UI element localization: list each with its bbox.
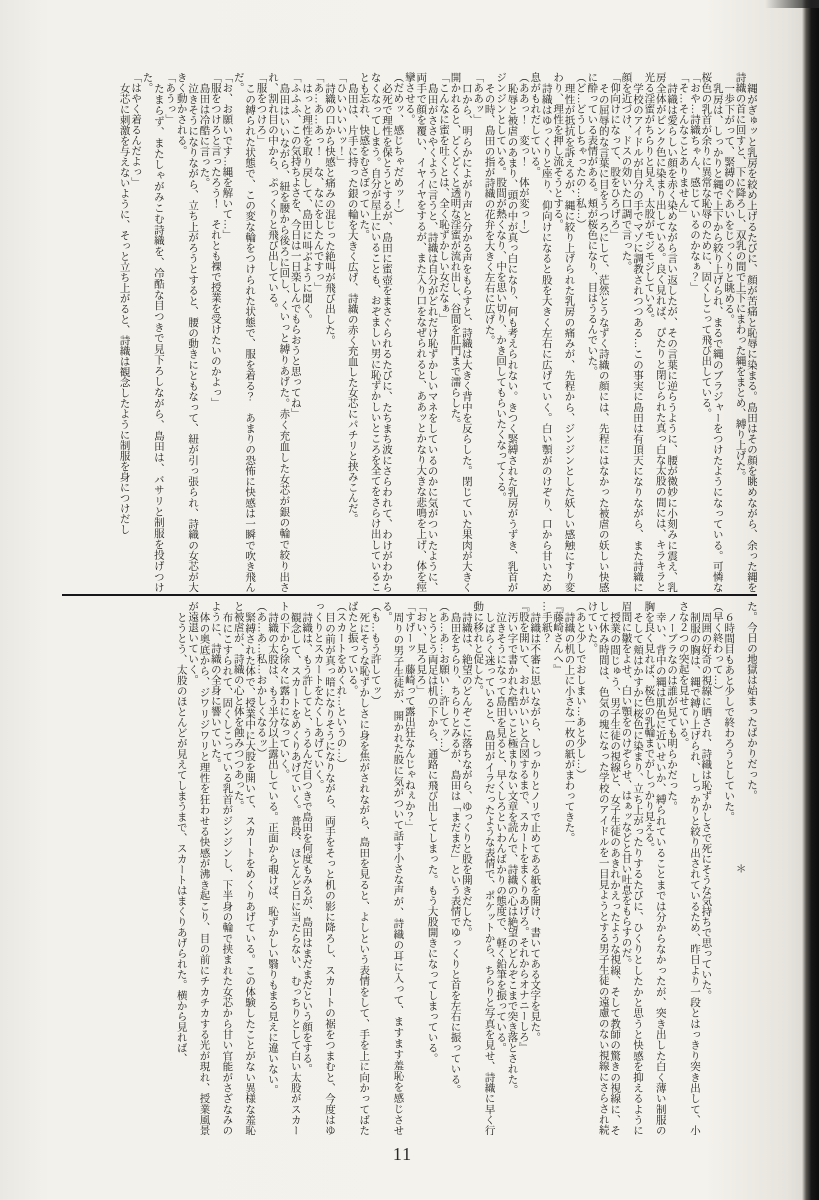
paragraph: 一歩下がって、緊縛のぐあいをじっくりと眺める。 — [723, 82, 735, 324]
paragraph: 観念して、スカートをめくりあげていく。普段、ほとんど日に当たらない、むっちりとして白い太股がスカートの下から徐々に露わになっていく。 — [278, 601, 301, 1135]
paragraph: 詩織は不審に思いながら、しっかりとノリで止めてある紙を開け、書いてある文字を見た。 — [529, 611, 541, 1042]
scan-edge-shadow — [802, 0, 819, 1200]
paragraph: 島田をちらり、ちらりとみるが、島田は「まだまだ」という表情でゆっくりと首を左右に振っている。 — [449, 611, 461, 1095]
paragraph: 体の奥底から、ジワリジワリと理性を狂わせる快感が沸き起こり、目の前にチカチカする光が現れ、授業風景が遠退いていく。 — [187, 601, 210, 1135]
paragraph: 「あうっ」 — [164, 72, 176, 125]
paragraph: 「ふふふ、この気持ちよさを、今日は一日楽しんでもらおうと思ってね」 — [289, 72, 301, 419]
paragraph: 島田がささやくように言うと、詩織は自分がどれだけ恥ずかしいマネをしているのかに気がついたように、両手で顔を覆い、イヤイヤをするが、また入り口をなぜられると、ああッとかなり大きな悲鳴を上げ、体を痙攣させる。 — [403, 72, 438, 592]
paragraph: 「ああッ」 — [472, 72, 484, 125]
paragraph: はっと理性を取り戻して、島田に叫ぶように聞く。 — [301, 82, 313, 324]
paragraph: 島田はいいながら、紐を腰から後ろに回し、くいっと縛りあげた。赤く充血した女芯が銀の輪で絞り出され、割れ目の中から、ぷっくりと飛び出している。 — [266, 72, 290, 592]
paragraph: 島田は、片手に持った銀の輪を大きく広げ、詩織の赤く充血した女芯にパチリと挟みこんだ。 — [346, 82, 358, 524]
novel-text-bottom — [62, 601, 757, 1135]
paragraph: 「仰向けになって、股をひろげろ」 — [609, 72, 621, 240]
paragraph: 授業の間じゅう、男子生徒の視線と、女子生徒のあきれかえったような視線、そして教師の驚きの視線に、そして休み時間は、色気の塊になった学校のアイドルを一目見ようとする男子生徒の遠慮のない視線にさらされ続けていた。 — [586, 601, 621, 1135]
paragraph: 「お、お願いです…縄を解いて…」 — [221, 72, 233, 240]
paragraph: 周りの男子生徒が、開かれた股に気がついて話す小さな声が、詩織の耳に入って、ますます羞恥を感じさせる。 — [381, 601, 404, 1135]
paragraph: 汚い字で書かれた酷いこと極まりない文章を読んで、詩織の心は絶望のどんぞこまで突き落とされた。 — [506, 611, 518, 1095]
paragraph: 島田は冷酷に言った。 — [198, 82, 210, 188]
paragraph: 女芯に刺激を与えないように、そっと立ち上がると、詩織は観念したように制服を身につけだし — [118, 82, 130, 534]
paragraph: 「そ…そんなことありません」 — [677, 72, 689, 219]
paragraph: （だめッ、感じちゃだめッ！） — [392, 72, 404, 219]
paragraph: しばらく迷っていると、島田がイラだったような表情で、ポケットから、ちらりと写真を見せ、詩織に早く行動に移れと促した。 — [472, 601, 495, 1135]
section-divider — [62, 594, 757, 596]
paragraph: 口から、明らかによがり声と分かる声をもらすと、詩織は大きく背中を反らした。閉じていた果肉が大きく開かれると、どくどくと透明な淫蜜が流れ出し、谷間を肛門まで濡らした。 — [449, 72, 472, 592]
paragraph: 必死で理性を保とうとするが、島田に蜜壺をまさぐられるたびに、たちまち波にさらわれて、わけがわからなくなってしまう。自分が屋上にいることも、おぞましい男に恥ずかしいところを全てをさらけ出していることも忘れ、快感をむさぼっていた。 — [358, 72, 392, 592]
paragraph: （も…もう許してッ） — [369, 601, 381, 706]
paragraph: 「あ…あ…あっ！ な、なにをしたんですっ」 — [312, 72, 324, 293]
paragraph: 詩織は、絶望のどんぞこに落ちながら、ゆっくりと股を開きだした。 — [460, 611, 472, 937]
paragraph: （早く終わって…） — [711, 601, 723, 696]
paragraph: ６時間目もあと少しで終わろうとしていた。 — [723, 611, 735, 822]
paragraph: （あと少しでおしまい…あと少し…） — [574, 601, 586, 780]
paragraph: 目の前が真っ暗になりそうになりながら、両手をそっと机の影に降ろし、スカートの裾をつまむと、今度はゆっくりとスカートをたくしあげていく。 — [312, 601, 335, 1135]
paragraph: 「服をつけろ」 — [255, 72, 267, 146]
page-number: 11 — [392, 1144, 413, 1164]
paragraph: この縛られた状態で、この変な輪をつけられた状態で、服を着る？ あまりの恐怖に快感は一瞬で吹き飛んだ。 — [232, 72, 256, 592]
paragraph: 詩織はゆっくりと座り、仰向けになると股を大きく左右に広げていく。白い顎がのけぞり、口から甘いため息がもれだしている。 — [529, 72, 552, 592]
paragraph: 幸い、背中の縄は肌色に近いせいか、縛られていることまでは分からなかったが、突き出した白く薄い制服の胸を良く見れば、桜色の乳輪までがしっかり見える。 — [643, 601, 666, 1135]
paragraph: 詩織の机の上に小さな一枚の紙がまわってきた。 — [563, 611, 575, 843]
paragraph: 「すげーッ 藤崎って露出狂なんじゃねぇか？」 — [403, 601, 415, 832]
paragraph: 乳房は、しっかりと縄で上下から絞り上げられ、まるで縄のブラジャーをつけたようになっている。可憐な桜色の乳首が余りに異常な恥辱のために、固くしこって飛び出している。 — [700, 72, 723, 592]
paragraph: たまらず、またしゃがみこむ詩織を、冷酷な目つきで見下ろしながら、島田は、バサリと制服を投げつけた。 — [141, 72, 164, 592]
paragraph: 「ひいいいいッ！」 — [335, 72, 347, 167]
paragraph: 『股を開いて、おれがいいと合図するまで、スカートをまくりあげろ。それからオナニーしろ』 — [517, 601, 529, 1053]
paragraph: 「はやく着るんだよっ」 — [130, 72, 142, 188]
paragraph: 布にこすられて、固くしこっている乳首がジンジンし、下半身の輪で挟まれた女芯から甘い官能がさざなみのように、詩織の全身に響いていた。 — [209, 601, 233, 1135]
paragraph: 「服をつけろと言ったろう！ それとも裸で授業を受けたいのかよっ」 — [209, 72, 221, 408]
paragraph: ノーブラなのは誰が見ても明らかだった。 — [666, 611, 678, 811]
paragraph: 周囲の好奇の視線に晒され、詩織は恥ずかしさで死にそうな気持ちで思っていた。 — [700, 611, 712, 1000]
paragraph: とうとう両足は机の下から、通路に飛び出してしまった。もう大股開きになってしまっている。 — [426, 611, 438, 1063]
paragraph: （ああっ！ 変っ！ 体が変っ！） — [517, 72, 529, 240]
paragraph: 死にそうな恥ずかしさに身を焦がされながら、島田を見ると、よしという表情をして、手を上に向かってばたばたと振っている。 — [346, 601, 370, 1135]
paragraph: 詩織の太股は、もう半分以上露出している。正面から覗けば、恥ずかしい翳りもまる見えに違いない。 — [266, 611, 278, 1095]
paragraph: その時、島田の指が詩織の花弁を大きく左右に広げた。 — [483, 82, 495, 345]
novel-text-top — [84, 72, 757, 592]
paragraph: 学校のアイドルが自分の手でマゾに調教されつつある…この事実に島田は有頂天になりながら、また詩織に顔を近づけ、ドスの効いた口調で言った。 — [620, 72, 643, 592]
paragraph: 泣きそうになって島田を見ると、早くしろといわんばかりの態度で、軽く鉛筆を振っている。 — [495, 611, 507, 1053]
paragraph: （あ…あ…お願い…許してッ…） — [438, 601, 450, 759]
paragraph: そして頬はかすかに桜色に染まり、立ち上がったりするたびに、ひくりとしたかと思うと快感を抑えるように眉間に皺をよせ、白い顎をのけぞらせ、はぁッなどと甘い吐息をもらすのだ。 — [620, 601, 643, 1135]
paragraph: （あ…あ…私…おかしくなるッ） — [255, 601, 267, 759]
paragraph: （ど…どうしちゃったの…私…） — [574, 72, 586, 230]
paragraph: た。今日の地獄は始まったばかりだった。 — [746, 601, 757, 801]
paragraph: 『藤崎さんへ』 — [552, 601, 564, 675]
paragraph: （スカートをめくれ…というの…） — [335, 601, 347, 769]
paragraph: 緊縛された体で、授業中に大股を開いて、スカートをめくりあげている。この体験したことがない異様な羞恥と被虐が、詩織の心と体を蝕みつつあった。 — [232, 601, 256, 1135]
paragraph: 制服の胸は、縄で縛り上げられ、しっかりと絞り出されているため、昨日より一段とはっきり突き出して、小さな２つの突起を見せている。 — [677, 601, 700, 1135]
scan-edge-shadow-top — [759, 0, 819, 8]
paragraph: 詩織の口から快感と痛みの混じった絶叫が飛び出した。 — [323, 82, 335, 345]
paragraph: 「こんなに蜜を吐くとは、全く恥ずかしい女だなぁ」 — [438, 72, 450, 324]
paragraph: 詩織は、もう許してと、うるんだ目つきで島田を何度もみるが、島田はまだまだという顔をする。 — [301, 611, 313, 1074]
paragraph: 縄がぎゅッと乳房を絞め上げるたびに、顔が苦痛と恥辱に染まる。島田はその顔を眺めながら、余った縄を詩織の首に回すと、下に降ろし、双乳の間で上下にまわった縄をまとめ、縛り上げた。 — [734, 72, 757, 592]
paragraph: 「おや…詩織ちゃん、感じているのかなぁ？」 — [688, 72, 700, 293]
paragraph: 泣きそうになりながら、立ち上がろうとすると、腰の動きにともなって、紐が引っ張られ、詩織の女芯が大きく動かされる。 — [175, 72, 199, 592]
paragraph: その屈辱的な言葉に目をうつろにして、茫然とうなずく詩織の顔には、先程にはなかった被虐の妖しい快感に酔っている表情がある。頬が桜色になり、目はうるんでいた。 — [586, 72, 609, 592]
paragraph: ＊ — [734, 862, 746, 874]
paragraph: 「おい、見ろ見ろ」 — [415, 601, 427, 696]
paragraph: とうとう、太股のほとんどが見えてしまうまで、スカートはまくりあげられた。横から見れば、 — [175, 611, 187, 1063]
paragraph: 詩織は愛らしい顔を赤く染めながら言い返したが、その言葉に逆らうように、腰が微妙に小刻みに震え、乳房全体がピンク色に染まり出している。良く見れば、ぴたりと閉じられた真っ白な太股の間には、キラキラと光る淫蜜がちらりと見え、太股がモジモジしている。 — [643, 72, 678, 592]
paragraph: 恥辱と被虐のあまり、頭の中が真っ白になり、何も考えられない。きつく緊縛された乳房がうずき、乳首がジンジンとしている。股間が熱くなり、中を思い切り、かき回してもらいたくなってくる。 — [495, 72, 518, 592]
paragraph: …手紙？ — [540, 601, 552, 643]
paragraph: 理性が抵抗を訴えるが、縄に絞り上げられた乳房の痛みが、先程から、ジンジンとした妖しい感触にすり変わり、理性を押し流そうとする。 — [552, 72, 575, 592]
